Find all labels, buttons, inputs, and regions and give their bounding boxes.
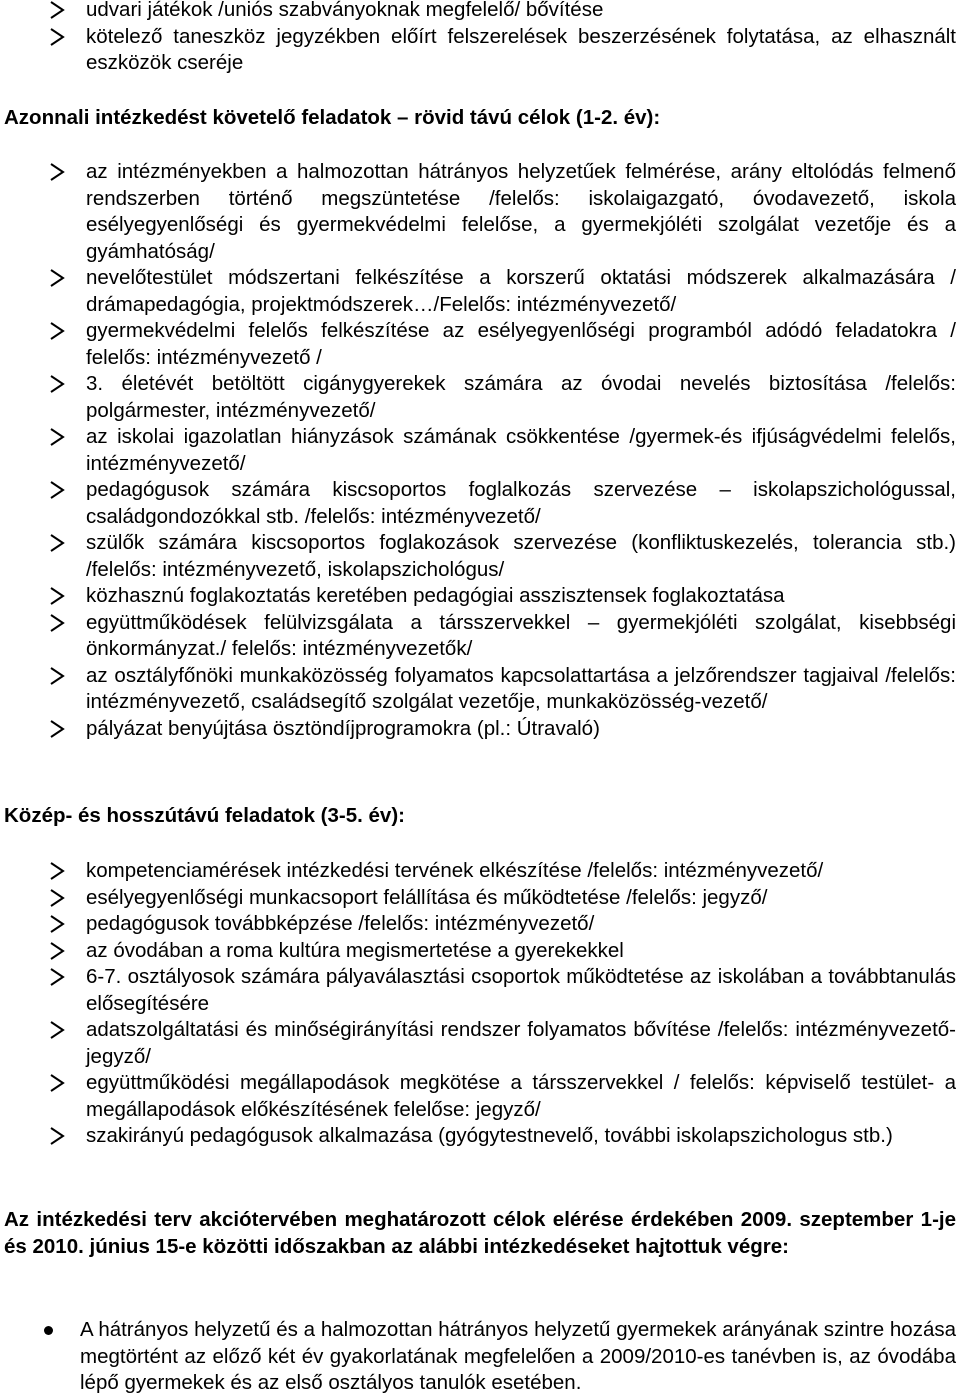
list-item-text: adatszolgáltatási és minőségirányítási rendszer folyamatos bővítése /felelős: intézményvezető-jegyző/ [86,1018,956,1068]
list-item [0,530,960,583]
list-item [0,858,960,885]
list-item-text: az iskolai igazolatlan hiányzások számának csökkentése /gyermek-és ifjúságvédelmi felelős, intézményvezető/ [86,425,956,475]
arrow-bullet-icon [48,719,66,739]
list-item [0,477,960,530]
arrow-bullet-icon [48,586,66,606]
arrow-bullet-icon [48,967,66,987]
list-item [0,371,960,424]
arrow-bullet-icon [48,861,66,881]
list-item [0,885,960,912]
list-item [0,318,960,371]
list-item-text: együttműködések felülvizsgálata a társszervekkel – gyermekjóléti szolgálat, kisebbségi önkormányzat./ felelős: intézményvezetők/ [86,610,956,660]
list-item [0,265,960,318]
list-item [0,1070,960,1123]
dot-bullet-icon [44,1326,53,1335]
list-item [0,1123,960,1150]
action-plan-heading: Az intézkedési terv akciótervében meghatározott célok elérése érdekében 2009. szeptember 1-je és 2010. június 15-e közötti időszakban az alábbi intézkedéseket hajtottuk végre: [4,1208,956,1258]
list-item [0,1017,960,1070]
arrow-bullet-icon [48,666,66,686]
list-item-text: az osztályfőnöki munkaközösség folyamatos kapcsolattartása a jelzőrendszer tagjaival /felelős: intézményvezető, családsegítő szolgálat vezetője, munkaközösség-vezető/ [86,663,956,713]
action-plan-list [0,1317,960,1397]
list-item-text: pedagógusok továbbképzése /felelős: intézményvezető/ [86,912,595,935]
list-item [0,424,960,477]
arrow-bullet-icon [48,533,66,553]
mid-long-term-heading: Közép- és hosszútávú feladatok (3-5. év): [4,804,405,827]
list-item [0,24,960,77]
short-term-heading: Azonnali intézkedést követelő feladatok – rövid távú célok (1-2. év): [4,106,661,129]
list-item-text: gyermekvédelmi felelős felkészítése az esélyegyenlőségi programból adódó feladatokra / felelős: intézményvezető / [86,319,956,369]
arrow-bullet-icon [48,27,66,47]
list-item [0,610,960,663]
list-item [0,159,960,265]
list-item [0,911,960,938]
list-item-text: kompetenciamérések intézkedési tervének elkészítése /felelős: intézményvezető/ [86,859,824,882]
arrow-bullet-icon [48,162,66,182]
list-item-text: szakirányú pedagógusok alkalmazása (gyógytestnevelő, további iskolapszichologus stb.) [86,1124,893,1147]
arrow-bullet-icon [48,374,66,394]
mid-long-term-list [0,858,960,1150]
arrow-bullet-icon [48,321,66,341]
list-item [0,583,960,610]
list-item [0,0,960,24]
list-item-text: pedagógusok számára kiscsoportos foglalkozás szervezése – iskolapszichológussal, családgondozókkal stb. /felelős: intézményvezető/ [86,478,956,528]
arrow-bullet-icon [48,480,66,500]
arrow-bullet-icon [48,941,66,961]
list-item-text: esélyegyenlőségi munkacsoport felállítása és működtetése /felelős: jegyző/ [86,885,768,909]
arrow-bullet-icon [48,268,66,288]
list-item-text: együttműködési megállapodások megkötése a társszervekkel / felelős: képviselő testület- a megállapodások előkészítésének felelőse: jegyző/ [86,1071,956,1121]
list-item-text: A hátrányos helyzetű és a halmozottan hátrányos helyzetű gyermekek arányának szintre hozása megtörtént az előző két év gyakorlatának megfelelően a 2009/2010-es tanévben is, az óvodába lépő gyermekek és az első osztályos tanulók esetében. [80,1318,956,1394]
list-item [0,1317,960,1397]
arrow-bullet-icon [48,427,66,447]
arrow-bullet-icon [48,1126,66,1146]
list-item-text: közhasznú foglakoztatás keretében pedagógiai asszisztensek foglakoztatása [86,584,785,607]
list-item-text: az óvodában a roma kultúra megismertetése a gyerekekkel [86,938,624,962]
list-item [0,663,960,716]
list-item-text: az intézményekben a halmozottan hátrányos helyzetűek felmérése, arány eltolódás felmenő rendszerben történő megszüntetése /felelős: iskolaigazgató, óvodavezető, iskola esélyegyenlőségi és gyermekvédelmi felelőse, a gyermekjóléti szolgálat vezetője és a gyámhatóság/ [86,160,956,263]
list-item-text: 3. életévét betöltött cigánygyerekek számára az óvodai nevelés biztosítása /felelős: polgármester, intézményvezető/ [86,372,956,422]
list-item [0,964,960,1017]
arrow-bullet-icon [48,613,66,633]
arrow-bullet-icon [48,914,66,934]
list-item-text: udvari játékok /uniós szabványoknak megfelelő/ bővítése [86,0,604,21]
arrow-bullet-icon [48,1020,66,1040]
arrow-bullet-icon [48,1073,66,1093]
list-item [0,938,960,965]
list-item [0,716,960,743]
list-item-text: nevelőtestület módszertani felkészítése a korszerű oktatási módszerek alkalmazására / drámapedagógia, projektmódszerek…/Felelős: intézményvezető/ [86,266,956,316]
list-item-text: pályázat benyújtása ösztöndíjprogramokra (pl.: Útravaló) [86,716,600,740]
top-list [0,0,960,77]
list-item-text: kötelező taneszköz jegyzékben előírt felszerelések beszerzésének folytatása, az elhasznált eszközök cseréje [86,24,956,74]
list-item-text: szülők számára kiscsoportos foglakozások szervezése (konfliktuskezelés, tolerancia stb.) /felelős: intézményvezető, iskolapszichológus/ [86,531,956,581]
arrow-bullet-icon [48,888,66,908]
short-term-list [0,159,960,742]
arrow-bullet-icon [48,0,66,20]
list-item-text: 6-7. osztályosok számára pályaválasztási csoportok működtetése az iskolában a továbbtanulás elősegítésére [86,965,956,1015]
